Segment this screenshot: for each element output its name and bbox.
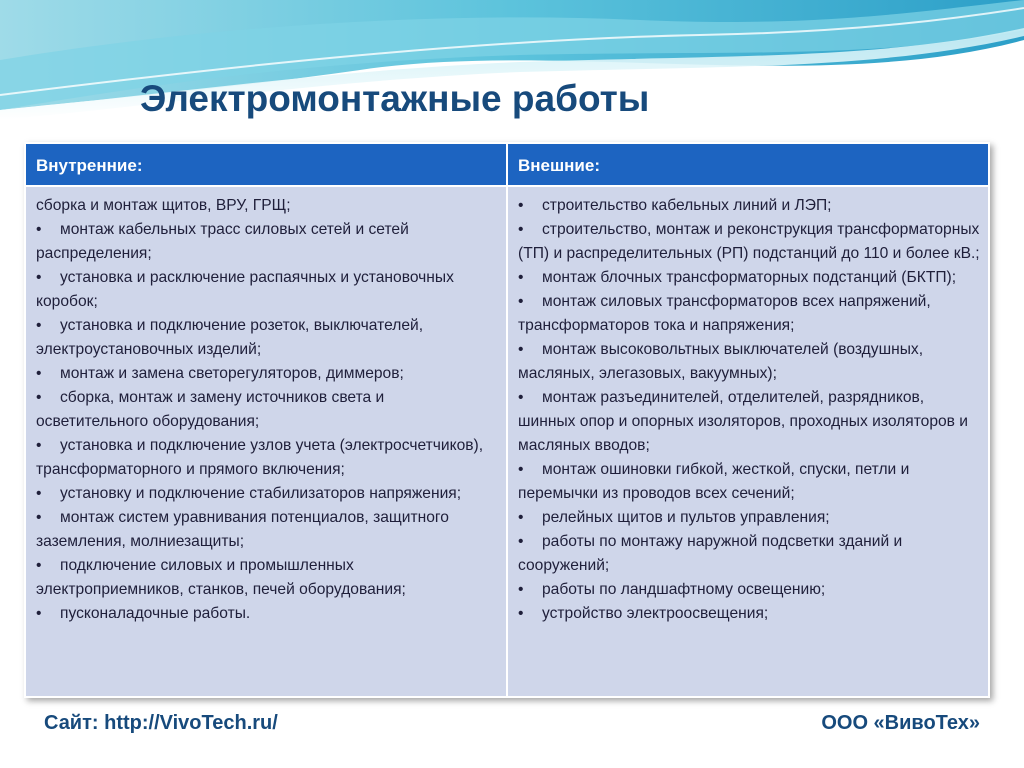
column-internal [26,144,508,696]
header-wave-decoration [0,0,1024,150]
bullet-icon: • [36,317,42,334]
column-body-internal [26,187,506,626]
column-body-external [508,187,988,626]
bullet-icon: • [36,509,42,526]
list-item-text: работы по ландшафтному освещению; [542,581,826,598]
list-item-text: строительство кабельных линий и ЛЭП; [542,197,832,214]
list-item [36,434,498,482]
footer-site-link: Сайт: http://VivoTech.ru/ [44,712,278,734]
footer-company: ООО «ВивоТех» [821,712,980,734]
list-item-text: установка и подключение узлов учета (электросчетчиков), трансформаторного и прямого включения; [36,437,484,478]
list-item-text: строительство, монтаж и реконструкция трансформаторных (ТП) и распределительных (РП) подстанций до 110 и более кВ.; [518,221,980,262]
column-header-external: Внешние: [508,144,988,187]
list-item [36,386,498,434]
bullet-icon: • [36,485,42,502]
list-item-text: релейных щитов и пультов управления; [542,509,830,526]
bullet-icon: • [518,605,524,622]
works-table [24,142,990,698]
list-item [518,194,980,218]
list-item-text: монтаж систем уравнивания потенциалов, защитного заземления, молниезащиты; [36,509,449,550]
list-item [518,578,980,602]
list-item [518,506,980,530]
list-item [518,602,980,626]
bullet-icon: • [36,437,42,454]
list-item [518,290,980,338]
list-item-text: монтаж кабельных трасс силовых сетей и сетей распределения; [36,221,409,262]
list-item-text: сборка и монтаж щитов, ВРУ, ГРЩ; [36,197,291,214]
bullet-icon: • [518,341,524,358]
bullet-icon: • [518,389,524,406]
list-item [36,218,498,266]
list-item-text: установка и расключение распаячных и установочных коробок; [36,269,454,310]
list-item [36,266,498,314]
list-item [36,602,498,626]
list-item-text: подключение силовых и промышленных электроприемников, станков, печей оборудования; [36,557,406,598]
list-item [518,218,980,266]
list-item [518,266,980,290]
list-item [36,362,498,386]
list-item-text: монтаж силовых трансформаторов всех напряжений, трансформаторов тока и напряжения; [518,293,931,334]
bullet-icon: • [36,221,42,238]
column-external [508,144,988,696]
bullet-icon: • [518,581,524,598]
bullet-icon: • [518,269,524,286]
list-item [36,314,498,362]
list-item-text: монтаж ошиновки гибкой, жесткой, спуски, петли и перемычки из проводов всех сечений; [518,461,910,502]
list-item [518,530,980,578]
bullet-icon: • [36,365,42,382]
list-item [518,386,980,458]
list-item-text: работы по монтажу наружной подсветки зданий и сооружений; [518,533,903,574]
column-header-internal: Внутренние: [26,144,506,187]
bullet-icon: • [518,509,524,526]
bullet-icon: • [36,269,42,286]
list-item [36,194,498,218]
list-item-text: установка и подключение розеток, выключателей, электроустановочных изделий; [36,317,424,358]
bullet-icon: • [36,557,42,574]
list-item-text: монтаж разъединителей, отделителей, разрядников, шинных опор и опорных изоляторов, проходных изоляторов и масляных вводов; [518,389,969,454]
bullet-icon: • [518,221,524,238]
list-item-text: монтаж и замена светорегуляторов, диммеров; [60,365,404,382]
slide-title: Электромонтажные работы [140,78,650,119]
bullet-icon: • [518,461,524,478]
list-item-text: пусконаладочные работы. [60,605,251,622]
bullet-icon: • [518,293,524,310]
list-item [518,338,980,386]
bullet-icon: • [518,197,524,214]
list-item-text: монтаж высоковольтных выключателей (воздушных, масляных, элегазовых, вакуумных); [518,341,924,382]
list-item-text: устройство электроосвещения; [542,605,769,622]
list-item [36,554,498,602]
list-item-text: установку и подключение стабилизаторов напряжения; [60,485,462,502]
bullet-icon: • [518,533,524,550]
list-item-text: монтаж блочных трансформаторных подстанций (БКТП); [542,269,957,286]
bullet-icon: • [36,605,42,622]
bullet-icon: • [36,389,42,406]
list-item [518,458,980,506]
list-item [36,506,498,554]
list-item [36,482,498,506]
list-item-text: сборка, монтаж и замену источников света и осветительного оборудования; [36,389,385,430]
